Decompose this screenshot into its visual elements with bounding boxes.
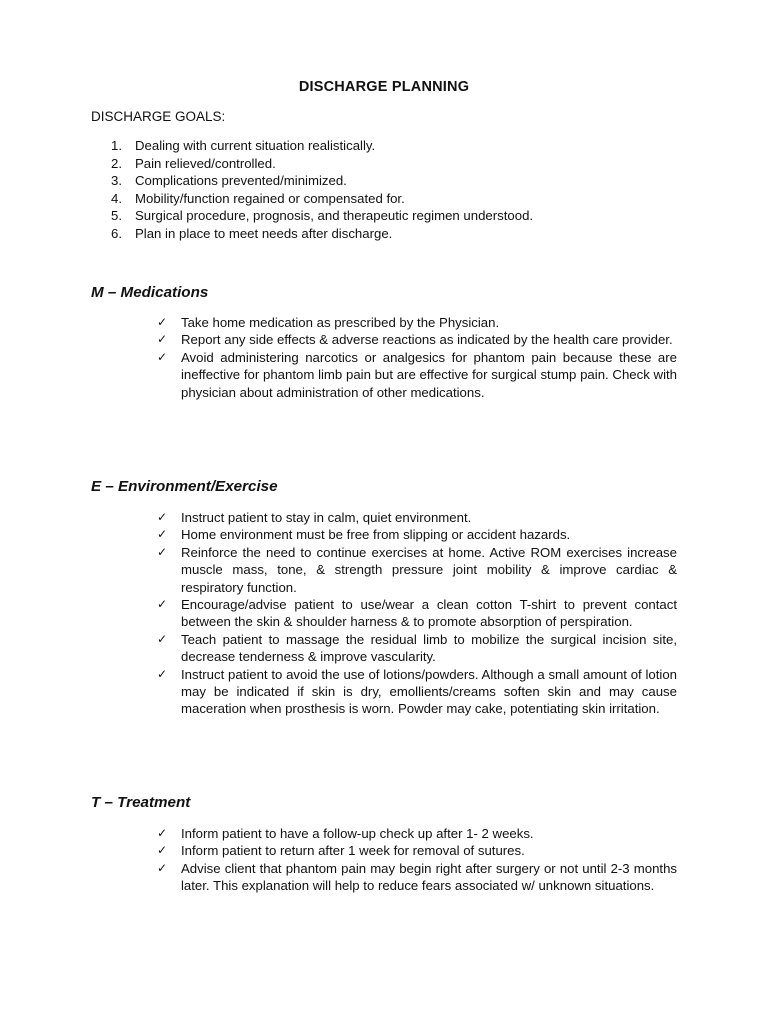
goal-number: 5. bbox=[111, 208, 122, 223]
goal-item bbox=[91, 207, 533, 225]
item-text: Teach patient to massage the residual limb to mobilize the surgical incision site, decrease tenderness & improve vascularity. bbox=[181, 631, 677, 665]
treatment-item bbox=[157, 825, 677, 842]
check-mark-icon: ✓ bbox=[157, 597, 168, 612]
medications-item bbox=[157, 331, 677, 348]
goal-item bbox=[91, 155, 533, 173]
goal-item bbox=[91, 225, 533, 243]
medications-item bbox=[157, 314, 677, 331]
item-text: Reinforce the need to continue exercises at home. Active ROM exercises increase muscle mass, tone, & strength pressure joint mobility & improve cardiac & respiratory function. bbox=[181, 544, 677, 595]
medications-list bbox=[157, 314, 677, 401]
treatment-item bbox=[157, 842, 677, 859]
goal-text: Plan in place to meet needs after discharge. bbox=[135, 225, 393, 241]
goal-number: 1. bbox=[111, 138, 122, 153]
goal-item bbox=[91, 137, 533, 155]
medications-heading: M – Medications bbox=[91, 284, 209, 301]
treatment-heading: T – Treatment bbox=[91, 794, 191, 811]
goal-item bbox=[91, 172, 533, 190]
check-mark-icon: ✓ bbox=[157, 843, 168, 858]
environment-item bbox=[157, 596, 677, 631]
check-mark-icon: ✓ bbox=[157, 315, 168, 329]
environment-item bbox=[157, 509, 677, 526]
item-text: Instruct patient to avoid the use of lotions/powders. Although a small amount of lotion may be indicated if skin is dry, emollients/creams soften skin and may cause maceration when prosthesis is worn. Powder may cake, potentiating skin irritation. bbox=[181, 666, 677, 717]
check-mark-icon: ✓ bbox=[157, 332, 168, 347]
environment-item bbox=[157, 631, 677, 666]
goal-text: Complications prevented/minimized. bbox=[135, 173, 347, 188]
treatment-list bbox=[157, 825, 677, 895]
item-text: Advise client that phantom pain may begin right after surgery or not until 2-3 months later. This explanation will help to reduce fears associated w/ unknown situations. bbox=[181, 860, 677, 894]
environment-item bbox=[157, 666, 677, 718]
item-text: Take home medication as prescribed by the Physician. bbox=[181, 315, 500, 330]
medications-item bbox=[157, 349, 677, 401]
check-mark-icon: ✓ bbox=[157, 860, 168, 875]
goal-item bbox=[91, 190, 533, 208]
goal-text: Mobility/function regained or compensated for. bbox=[135, 190, 405, 206]
check-mark-icon: ✓ bbox=[157, 544, 168, 559]
goal-number: 2. bbox=[111, 155, 122, 171]
item-text: Instruct patient to stay in calm, quiet environment. bbox=[181, 510, 472, 525]
discharge-goals-list bbox=[91, 137, 533, 242]
environment-list bbox=[157, 509, 677, 718]
check-mark-icon: ✓ bbox=[157, 527, 168, 542]
check-mark-icon: ✓ bbox=[157, 631, 168, 646]
item-text: Avoid administering narcotics or analgesics for phantom pain because these are ineffective for phantom limb pain but are effective for surgical stump pain. Check with physician about administration of other medications. bbox=[181, 349, 677, 400]
check-mark-icon: ✓ bbox=[157, 349, 168, 364]
discharge-goals-heading: DISCHARGE GOALS: bbox=[91, 109, 226, 124]
item-text: Inform patient to return after 1 week for removal of sutures. bbox=[181, 843, 525, 859]
item-text: Home environment must be free from slipping or accident hazards. bbox=[181, 527, 571, 543]
goal-text: Pain relieved/controlled. bbox=[135, 155, 276, 171]
goal-number: 6. bbox=[111, 225, 122, 241]
goal-number: 3. bbox=[111, 173, 122, 188]
check-mark-icon: ✓ bbox=[157, 666, 168, 681]
goal-text: Surgical procedure, prognosis, and therapeutic regimen understood. bbox=[135, 208, 534, 223]
check-mark-icon: ✓ bbox=[157, 826, 168, 840]
goal-text: Dealing with current situation realistically. bbox=[135, 138, 376, 153]
item-text: Report any side effects & adverse reactions as indicated by the health care provider. bbox=[181, 332, 673, 348]
environment-heading: E – Environment/Exercise bbox=[91, 478, 278, 495]
environment-item bbox=[157, 544, 677, 596]
item-text: Encourage/advise patient to use/wear a clean cotton T-shirt to prevent contact between the skin & shoulder harness & to promote absorption of perspiration. bbox=[181, 597, 677, 630]
goal-number: 4. bbox=[111, 190, 122, 206]
treatment-item bbox=[157, 860, 677, 895]
check-mark-icon: ✓ bbox=[157, 510, 168, 524]
page-title: DISCHARGE PLANNING bbox=[298, 79, 470, 95]
item-text: Inform patient to have a follow-up check up after 1- 2 weeks. bbox=[181, 826, 534, 841]
environment-item bbox=[157, 526, 677, 543]
